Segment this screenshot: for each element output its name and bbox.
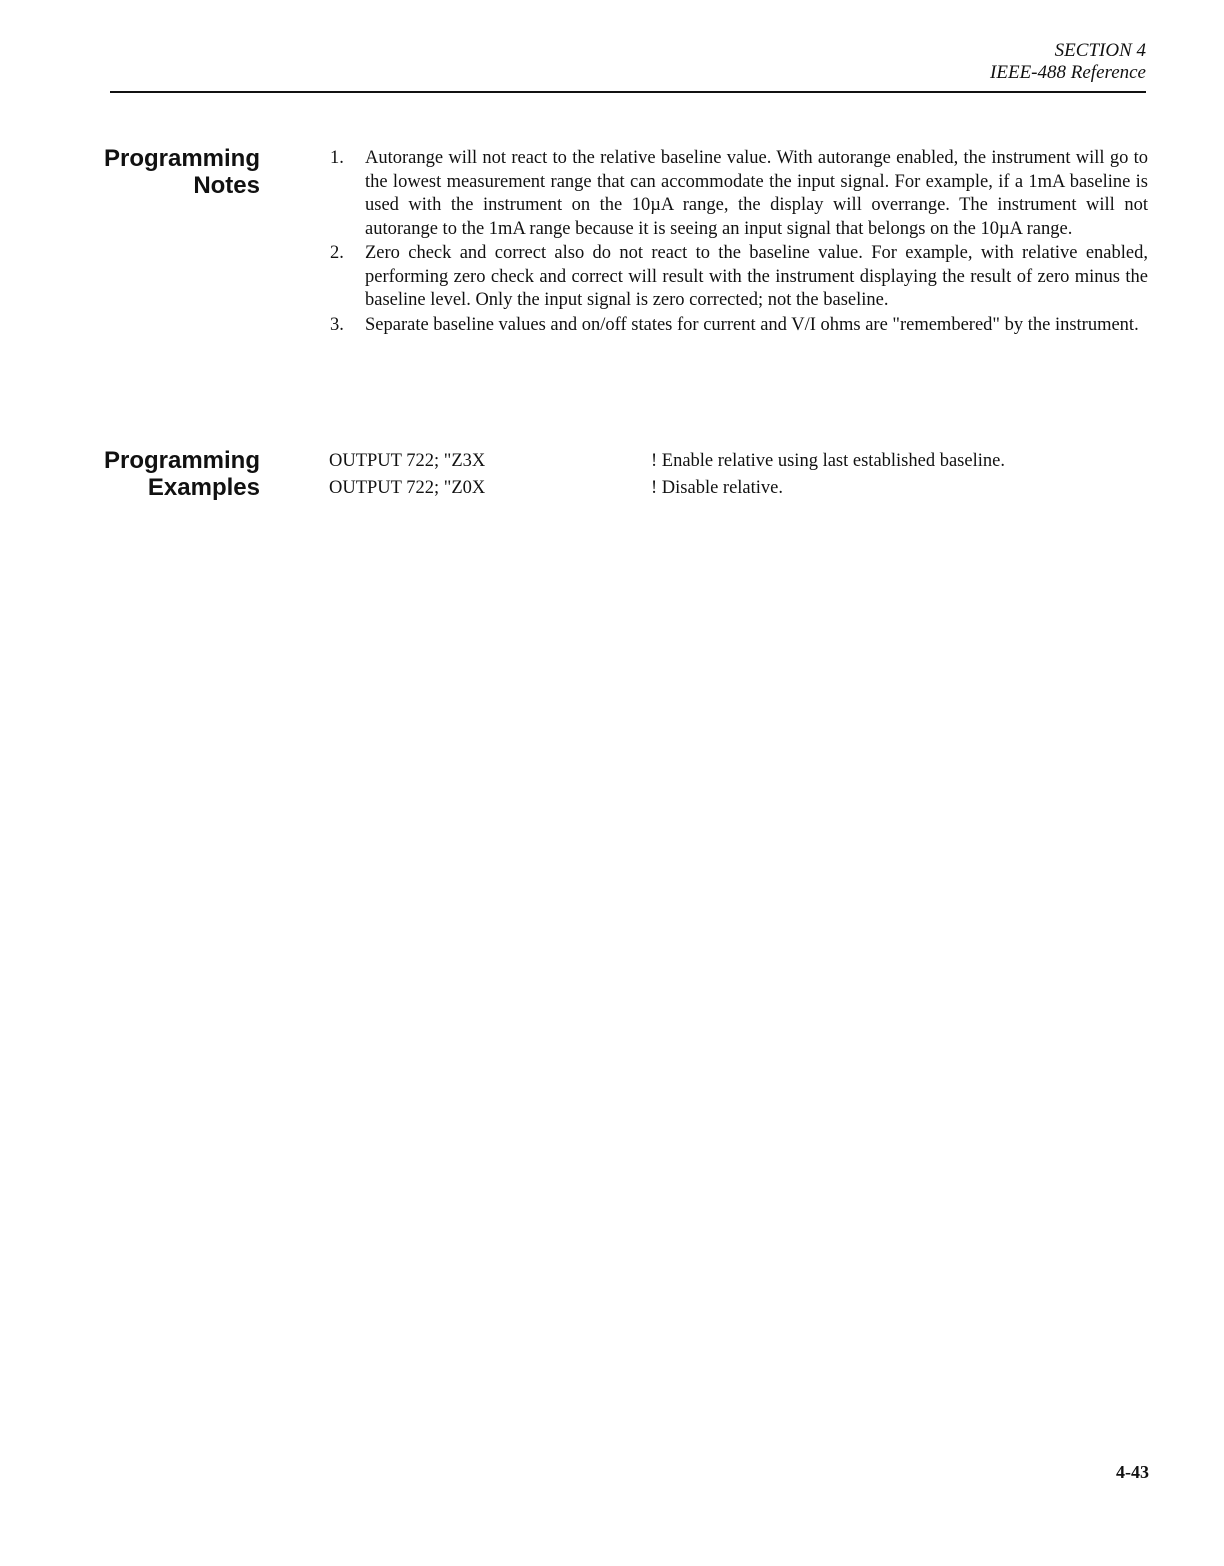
note-number: 2. <box>330 243 344 263</box>
example-code: OUTPUT 722; "Z0X <box>329 478 486 498</box>
page-number: 4-43 <box>1116 1462 1149 1482</box>
note-item <box>322 314 1148 338</box>
page-header <box>990 40 1146 84</box>
programming-examples-heading <box>60 447 260 501</box>
note-text: Separate baseline values and on/off states for current and V/I ohms are "remembered" by the instrument. <box>365 314 1139 335</box>
note-item <box>322 147 1148 241</box>
note-item <box>322 242 1148 313</box>
examples-heading-line1: Programming <box>103 447 260 474</box>
section-label: SECTION 4 <box>1054 40 1146 61</box>
header-rule <box>110 91 1146 93</box>
examples-heading-line2: Examples <box>147 474 260 501</box>
note-number: 3. <box>330 314 344 335</box>
examples-block <box>329 448 1129 502</box>
notes-list <box>322 147 1148 338</box>
example-comment: ! Disable relative. <box>651 478 784 498</box>
example-row <box>329 475 1129 502</box>
note-number: 1. <box>330 148 344 168</box>
example-code: OUTPUT 722; "Z3X <box>329 451 486 471</box>
section-subtitle: IEEE-488 Reference <box>990 62 1146 83</box>
notes-heading-line2: Notes <box>193 172 260 199</box>
example-comment: ! Enable relative using last established baseline. <box>651 451 1005 471</box>
programming-notes-heading <box>60 145 260 199</box>
note-text: Autorange will not react to the relative baseline value. With autorange enabled, the instrument will go to the lowest measurement range that can accommodate the input signal. For example, if a 1mA baseline is used with the instrument on the 10µA range, the display will overrange. The instrument will not autorange to the 1mA range because it is seeing an input signal that belongs on the 10µA range. <box>365 148 1148 239</box>
notes-heading-line1: Programming <box>103 145 260 172</box>
note-text: Zero check and correct also do not react to the baseline value. For example, with relative enabled, performing zero check and correct will result with the instrument displaying the result of zero minus the baseline level. Only the input signal is zero corrected; not the baseline. <box>365 243 1148 310</box>
example-row <box>329 448 1129 475</box>
